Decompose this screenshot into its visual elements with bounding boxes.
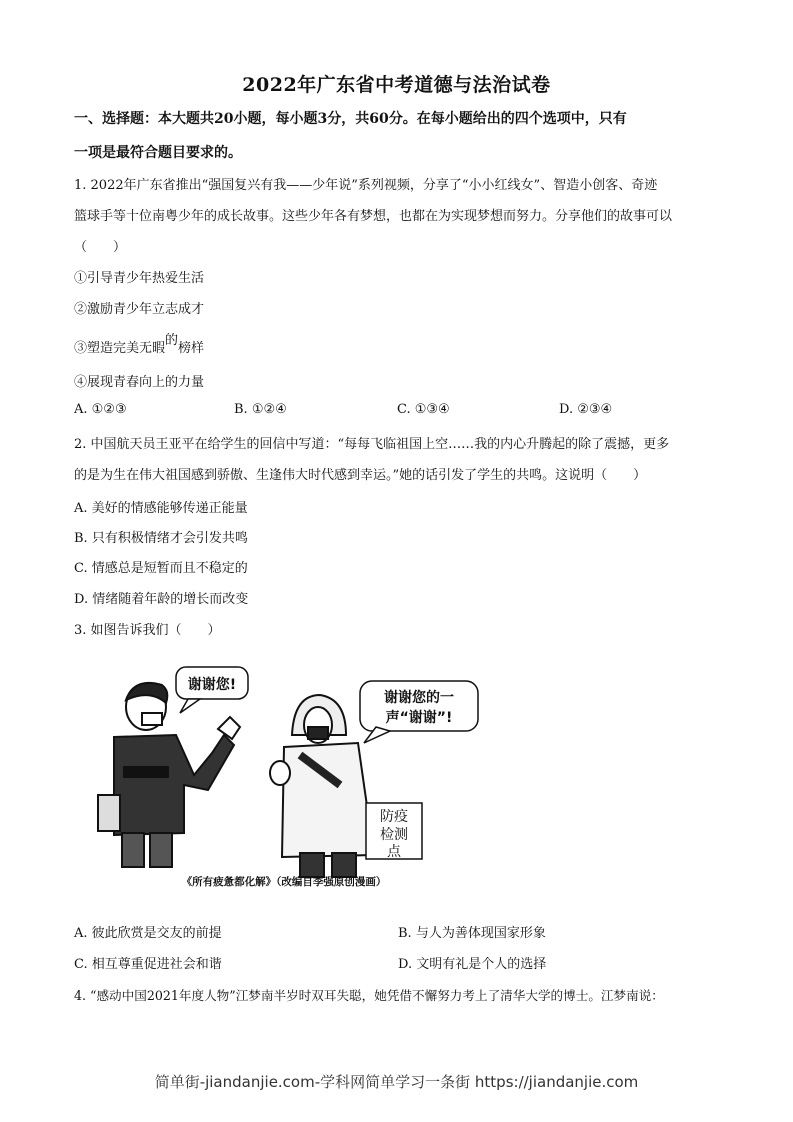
comic-caption: 《所有疲惫都化解》（改编自李强原创漫画） [181,876,387,888]
q1-option-a[interactable]: A. ①②③ [74,402,127,417]
section-heading-line2: 一项是最符合题目要求的。 [74,145,242,161]
q4-stem-line1: 4. “感动中国2021年度人物”江梦南半岁时双耳失聪，她凭借不懈努力考上了清华大学的博士。江梦南说： [74,988,664,1003]
comic-illustration [84,655,504,895]
section-heading-line1: 一、选择题：本大题共20小题，每小题3分，共60分。在每小题给出的四个选项中，只有 [74,111,627,127]
q1-stem-line1: 1. 2022年广东省推出“强国复兴有我——少年说”系列视频，分享了“小小红线女”、智造小创客、奇迹 [74,178,658,193]
q3-stem: 3. 如图告诉我们（ ） [74,623,221,638]
health-worker-figure [270,695,374,877]
q1-option-d[interactable]: D. ②③④ [559,402,613,417]
q3-option-a[interactable]: A. 彼此欣赏是交友的前提 [74,926,222,941]
exam-title: 2022年广东省中考道德与法治试卷 [242,74,551,96]
sign-line2: 检测 [380,827,408,843]
q1-item-3-tail: 榜样 [178,341,205,356]
q1-option-c[interactable]: C. ①③④ [397,402,450,417]
q2-stem-line2: 的是为生在伟大祖国感到骄傲、生逢伟大时代感到幸运。”她的话引发了学生的共鸣。这说明（ ） [74,468,647,483]
q3-option-c[interactable]: C. 相互尊重促进社会和谐 [74,957,222,972]
page-footer: 简单街-jiandanjie.com-学科网简单学习一条街 https://jiandanjie.com [154,1073,639,1091]
q2-option-b[interactable]: B. 只有积极情绪才会引发共鸣 [74,531,248,546]
q1-item-3 [74,333,205,356]
bubble-left-text: 谢谢您! [187,677,237,693]
q2-stem-line1: 2. 中国航天员王亚平在给学生的回信中写道：“每每飞临祖国上空……我的内心升腾起的除了震撼，更多 [74,437,670,452]
q1-item-3-sup: 的 [165,333,179,348]
q3-option-d[interactable]: D. 文明有礼是个人的选择 [398,957,547,972]
testing-point-sign [366,803,422,860]
sign-line1: 防疫 [380,809,408,825]
q2-option-d[interactable]: D. 情绪随着年龄的增长而改变 [74,592,249,607]
q1-stem-line2: 篮球手等十位南粤少年的成长故事。这些少年各有梦想，也都在为实现梦想而努力。分享他们的故事可以 [74,209,673,224]
speech-bubble-right [360,681,478,743]
q1-item-2: ②激励青少年立志成才 [74,302,205,317]
bubble-right-line1: 谢谢您的一 [384,690,454,706]
q2-option-c[interactable]: C. 情感总是短暂而且不稳定的 [74,561,248,576]
q1-stem-line3: （ ） [74,240,127,255]
bubble-right-line2: 声“谢谢”! [385,710,453,726]
q3-option-b[interactable]: B. 与人为善体现国家形象 [398,926,546,941]
q1-item-4: ④展现青春向上的力量 [74,375,205,390]
sign-line3: 点 [387,844,401,860]
q2-option-a[interactable]: A. 美好的情感能够传递正能量 [74,501,248,516]
speech-bubble-left [176,667,248,713]
courier-figure [98,683,240,867]
q1-item-1: ①引导青少年热爱生活 [74,271,205,286]
q1-option-b[interactable]: B. ①②④ [234,402,287,417]
q1-item-3-text: ③塑造完美无暇 [74,341,166,356]
